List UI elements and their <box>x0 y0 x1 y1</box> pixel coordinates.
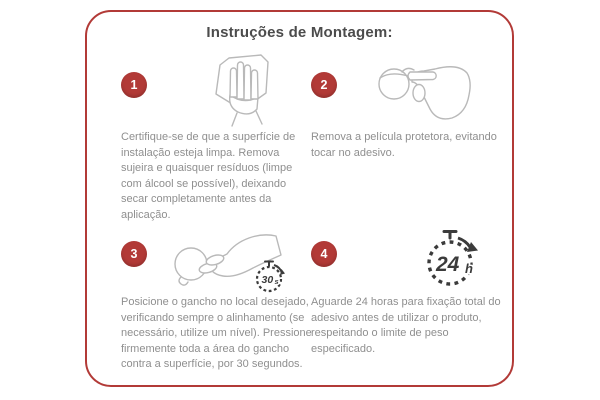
timer-30s-icon <box>257 262 285 292</box>
step-3-icon-row <box>120 225 312 299</box>
hand-pressing-hook-icon <box>168 225 290 297</box>
step-2-number-badge: 2 <box>311 72 337 98</box>
step-4-icon-row <box>310 225 502 299</box>
step-1 <box>120 56 312 221</box>
hand-peeling-film-icon <box>374 56 474 126</box>
svg-text:24: 24 <box>436 253 460 276</box>
svg-text:30: 30 <box>261 274 274 286</box>
step-1-number-badge: 1 <box>121 72 147 98</box>
hand-wiping-cloth-icon <box>204 52 286 130</box>
timer-24h-icon <box>422 227 490 293</box>
step-4 <box>310 225 502 355</box>
page-title: Instruções de Montagem: <box>206 24 393 41</box>
step-3-number-badge: 3 <box>121 241 147 267</box>
step-1-text: Certifique-se de que a superfície de instalação esteja limpa. Remova sujeira e quaisquer resíduos (limpe com álcool se possível), deixando secar completamente antes da aplicação. <box>121 131 296 221</box>
step-2-icon-row <box>310 56 502 130</box>
step-1-icon-row <box>120 56 312 130</box>
step-4-text: Aguarde 24 horas para fixação total do adesivo antes de utilizar o produto, respeitando o limite de peso especificado. <box>311 296 501 355</box>
step-3-text: Posicione o gancho no local desejado, verificando sempre o alinhamento (se necessário, utilize um nível). Pressione firmemente toda a área do gancho contra a superfície, por 30 segundos. <box>121 296 312 371</box>
instruction-card <box>85 10 514 387</box>
step-2-text: Remova a película protetora, evitando tocar no adesivo. <box>311 131 497 159</box>
svg-text:h: h <box>465 261 473 276</box>
step-3 <box>120 225 312 371</box>
step-2 <box>310 56 502 159</box>
step-4-number-badge: 4 <box>311 241 337 267</box>
svg-text:s: s <box>274 277 279 286</box>
